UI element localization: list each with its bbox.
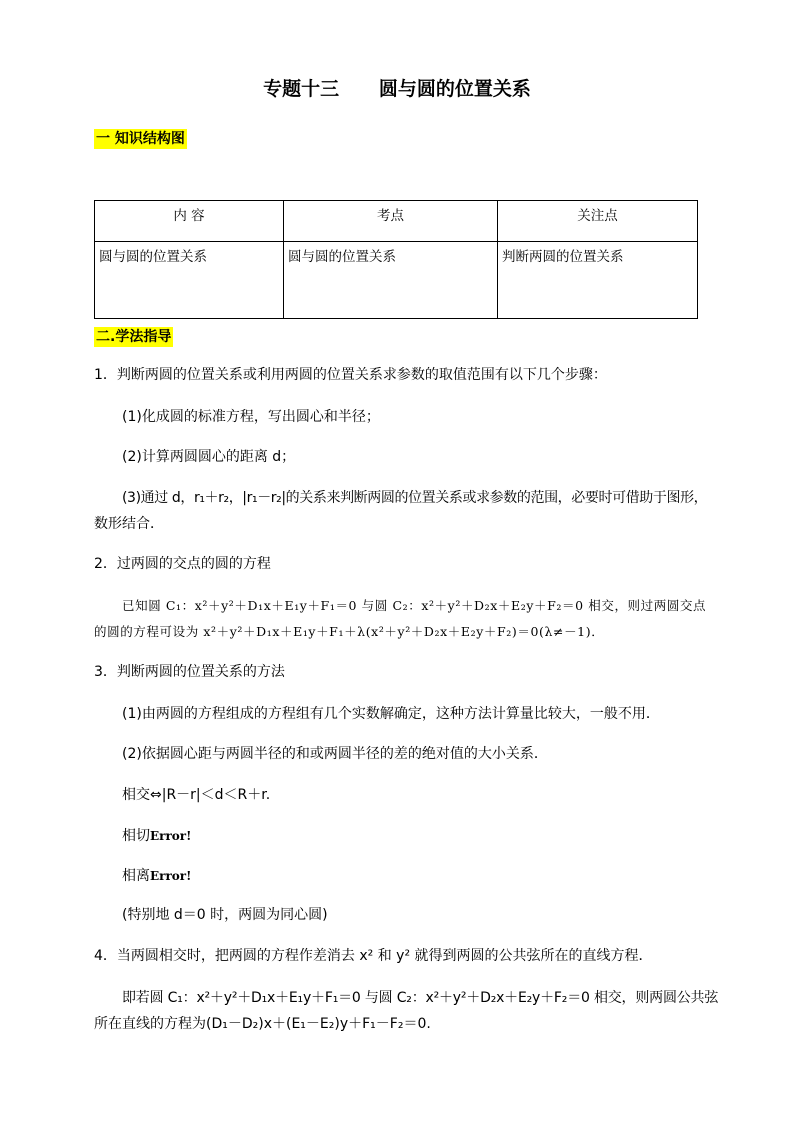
paragraph-tangent-condition — [122, 826, 191, 846]
table-header-exam-point: 考点 — [284, 201, 498, 242]
section-heading-structure: 一 知识结构图 — [96, 131, 185, 147]
separate-label: 相离 — [122, 868, 150, 884]
paragraph-circle-family-1: 已知圆 C₁：x²＋y²＋D₁x＋E₁y＋F₁＝0 与圆 C₂：x²＋y²＋D₂x＋E₂y＋F₂＝0 相交，则过两圆交点 — [122, 598, 707, 613]
table-cell: 圆与圆的位置关系 — [95, 242, 284, 319]
paragraph-heading-3: 3．判断两圆的位置关系的方法 — [94, 664, 285, 680]
page-title: 专题十三 圆与圆的位置关系 — [263, 78, 531, 100]
paragraph-step-2: (2)计算两圆圆心的距离 d； — [122, 449, 296, 465]
table-header-row — [95, 201, 698, 242]
paragraph-common-chord-2: 所在直线的方程为(D₁－D₂)x＋(E₁－E₂)y＋F₁－F₂＝0. — [94, 1016, 431, 1032]
paragraph-step-3-cont: 数形结合． — [94, 516, 164, 532]
paragraph-step-intro: 1．判断两圆的位置关系或利用两圆的位置关系求参数的取值范围有以下几个步骤： — [94, 367, 607, 383]
paragraph-separate-condition — [122, 866, 191, 886]
table-header-focus: 关注点 — [498, 201, 698, 242]
table-cell: 判断两圆的位置关系 — [498, 242, 698, 319]
knowledge-table — [94, 200, 698, 319]
paragraph-step-1: (1)化成圆的标准方程，写出圆心和半径； — [122, 409, 380, 425]
paragraph-intersect-condition: 相交⇔|R－r|＜d＜R＋r. — [122, 787, 271, 803]
paragraph-circle-family-2: 的圆的方程可设为 x²＋y²＋D₁x＋E₁y＋F₁＋λ(x²＋y²＋D₂x＋E₂y＋F₂)＝0(λ≠－1)． — [94, 624, 605, 639]
section-heading-study-guide: 二.学法指导 — [96, 329, 172, 345]
paragraph-step-3: (3)通过 d，r₁＋r₂，|r₁－r₂|的关系来判断两圆的位置关系或求参数的范围，必要时可借助于图形， — [122, 490, 708, 506]
error-text: Error! — [150, 829, 192, 843]
paragraph-common-chord-1: 即若圆 C₁：x²＋y²＋D₁x＋E₁y＋F₁＝0 与圆 C₂：x²＋y²＋D₂x＋E₂y＋F₂＝0 相交，则两圆公共弦 — [122, 990, 719, 1006]
paragraph-concentric-note: (特别地 d＝0 时，两圆为同心圆) — [122, 907, 328, 923]
table-header-content: 内 容 — [95, 201, 284, 242]
paragraph-method-2: (2)依据圆心距与两圆半径的和或两圆半径的差的绝对值的大小关系． — [122, 746, 548, 762]
error-text: Error! — [150, 869, 192, 883]
tangent-label: 相切 — [122, 828, 150, 844]
table-cell: 圆与圆的位置关系 — [284, 242, 498, 319]
paragraph-method-1: (1)由两圆的方程组成的方程组有几个实数解确定，这种方法计算量比较大，一般不用． — [122, 706, 660, 722]
table-row — [95, 242, 698, 319]
paragraph-heading-4: 4．当两圆相交时，把两圆的方程作差消去 x² 和 y² 就得到两圆的公共弦所在的直线方程． — [94, 948, 653, 964]
paragraph-heading-2: 2．过两圆的交点的圆的方程 — [94, 556, 271, 572]
